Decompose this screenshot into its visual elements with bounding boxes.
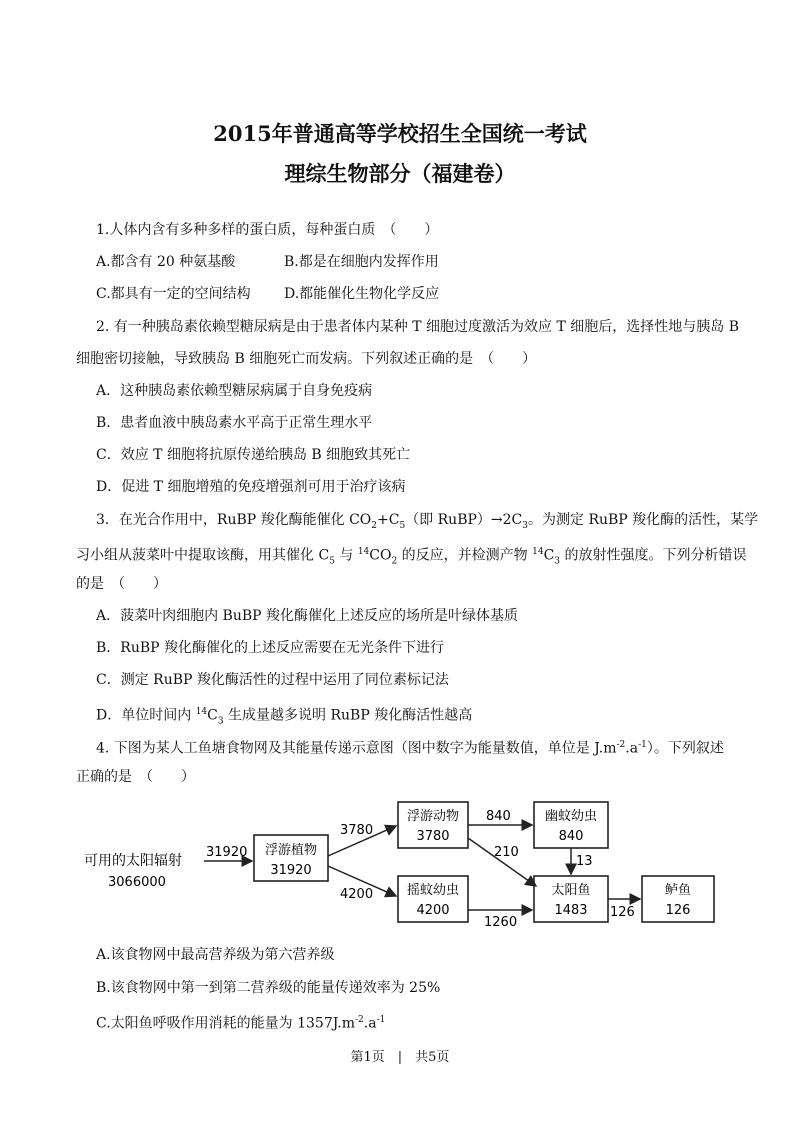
node-perch-value: 126	[665, 903, 691, 918]
node-zooplankton-value: 3780	[416, 829, 450, 844]
q2-stem-line1: 2. 有一种胰岛素依赖型糖尿病是由于患者体内某种 T 细胞过度激活为效应 T 细胞后，选择性地与胰岛 B	[96, 319, 740, 335]
superscript: -2	[355, 1015, 364, 1025]
q1-options-row2	[96, 284, 440, 304]
node-zooplankton-label: 浮游动物	[406, 809, 460, 824]
q3-text: D．单位时间内	[96, 707, 196, 724]
q1-option-b: B.都是在细胞内发挥作用	[284, 254, 439, 270]
q4-option-b: B.该食物网中第一到第二营养级的能量传递效率为 25%	[96, 980, 441, 996]
node-phytoplankton-value: 31920	[270, 863, 312, 878]
page-footer: 第1页 | 共5页	[350, 1050, 450, 1065]
q4-text: .a	[625, 740, 639, 757]
superscript: -1	[376, 1015, 386, 1025]
exam-title: 2015年普通高等学校招生全国统一考试	[213, 121, 587, 146]
q3-stem-line3: 的是 （ ）	[76, 576, 167, 592]
node-phytoplankton-label: 浮游植物	[264, 843, 318, 858]
q1-options-row1	[96, 252, 439, 272]
q2-option-d: D．促进 T 细胞增殖的免疫增强剂可用于治疗该病	[96, 479, 406, 495]
superscript: 14	[357, 547, 370, 557]
edge-zoo-to-chaoborus-value: 840	[486, 809, 511, 824]
q4-text: 4. 下图为某人工鱼塘食物网及其能量传递示意图（图中数字为能量数值，单位是 J.m	[96, 740, 617, 757]
q3-text: 习小组从菠菜叶中提取该酶，用其催化 C	[76, 547, 330, 564]
q2-option-a: A．这种胰岛素依赖型糖尿病属于自身免疫病	[96, 383, 373, 399]
q3-text: +C	[377, 512, 400, 528]
edge-sunfish-to-perch-value: 126	[610, 905, 635, 920]
edge-zoo-to-sunfish-value: 210	[494, 845, 519, 860]
q4-text: C.太阳鱼呼吸作用消耗的能量为 1357J.m	[96, 1015, 355, 1032]
exam-subtitle: 理综生物部分（福建卷）	[284, 161, 516, 186]
q4-stem-line1	[96, 735, 724, 759]
q4-option-c	[96, 1010, 385, 1034]
q4-option-a: A.该食物网中最高营养级为第六营养级	[96, 947, 335, 963]
q3-text: CO	[369, 547, 392, 564]
node-chaoborus-value: 840	[558, 829, 584, 844]
q3-text: 生成量越多说明 RuBP 羧化酶活性越高	[223, 707, 473, 724]
q3-text: 与	[334, 547, 358, 564]
edge-source-to-phytoplankton-value: 31920	[206, 845, 248, 860]
q1-option-d: D.都能催化生物化学反应	[284, 286, 440, 302]
q3-option-d	[96, 702, 472, 731]
q3-text: 的反应，并检测产物	[397, 547, 533, 564]
node-perch-label: 鲈鱼	[664, 883, 692, 898]
subscript: 3	[554, 556, 561, 567]
q3-option-a: A．菠菜叶肉细胞内 BuBP 羧化酶催化上述反应的场所是叶绿体基质	[96, 608, 519, 624]
subscript: 2	[391, 556, 398, 567]
subscript: 5	[399, 520, 406, 531]
q4-text: ）。下列叙述	[646, 740, 724, 757]
q2-stem-line2: 细胞密切接触，导致胰岛 B 细胞死亡而发病。下列叙述正确的是 （ ）	[76, 351, 537, 367]
subscript: 3	[522, 520, 528, 531]
node-chaoborus-label: 幽蚊幼虫	[544, 809, 598, 824]
q3-text: 。为测定 RuBP 羧化酶的活性，某学	[528, 512, 759, 528]
edge-phyto-to-chironomid-value: 4200	[340, 887, 374, 902]
edge-phyto-to-zoo-value: 3780	[340, 823, 374, 838]
subscript: 3	[217, 716, 224, 727]
q1-option-c: C.都具有一定的空间结构	[96, 286, 251, 302]
node-sunfish-label: 太阳鱼	[551, 883, 591, 898]
edge-chironomid-to-sunfish-value: 1260	[484, 915, 518, 928]
superscript: -1	[638, 740, 647, 750]
superscript: 14	[532, 547, 544, 557]
food-web-diagram	[70, 798, 730, 928]
solar-radiation-label: 可用的太阳辐射	[84, 853, 182, 869]
q3-stem-line2	[76, 542, 746, 571]
q3-text: C	[543, 547, 555, 564]
q2-option-b: B．患者血液中胰岛素水平高于正常生理水平	[96, 415, 373, 431]
node-chironomid-label: 摇蚊幼虫	[406, 883, 460, 898]
q4-text: .a	[363, 1015, 377, 1032]
solar-radiation-value: 3066000	[108, 875, 166, 890]
q3-text: 3．在光合作用中，RuBP 羧化酶能催化 CO	[96, 512, 372, 528]
q3-text: （即 RuBP）→2C	[405, 512, 523, 528]
subscript: 2	[371, 520, 377, 531]
subscript: 5	[329, 556, 335, 567]
node-chironomid-value: 4200	[416, 903, 450, 918]
q3-option-b: B．RuBP 羧化酶催化的上述反应需要在无光条件下进行	[96, 640, 445, 656]
q3-text: C	[207, 707, 218, 724]
edge-chaoborus-to-sunfish-value: 13	[576, 854, 593, 869]
node-sunfish-value: 1483	[554, 903, 588, 918]
q3-stem-line1	[96, 510, 758, 536]
q4-stem-line2: 正确的是 （ ）	[76, 769, 195, 785]
q1-option-a: A.都含有 20 种氨基酸	[96, 254, 236, 270]
superscript: -2	[616, 740, 626, 750]
superscript: 14	[195, 707, 208, 717]
q1-stem: 1.人体内含有多种多样的蛋白质，每种蛋白质 （ ）	[96, 222, 439, 238]
q2-option-c: C．效应 T 细胞将抗原传递给胰岛 B 细胞致其死亡	[96, 447, 411, 463]
q3-text: 的放射性强度。下列分析错误	[560, 547, 747, 564]
q3-option-c: C．测定 RuBP 羧化酶活性的过程中运用了同位素标记法	[96, 672, 449, 688]
